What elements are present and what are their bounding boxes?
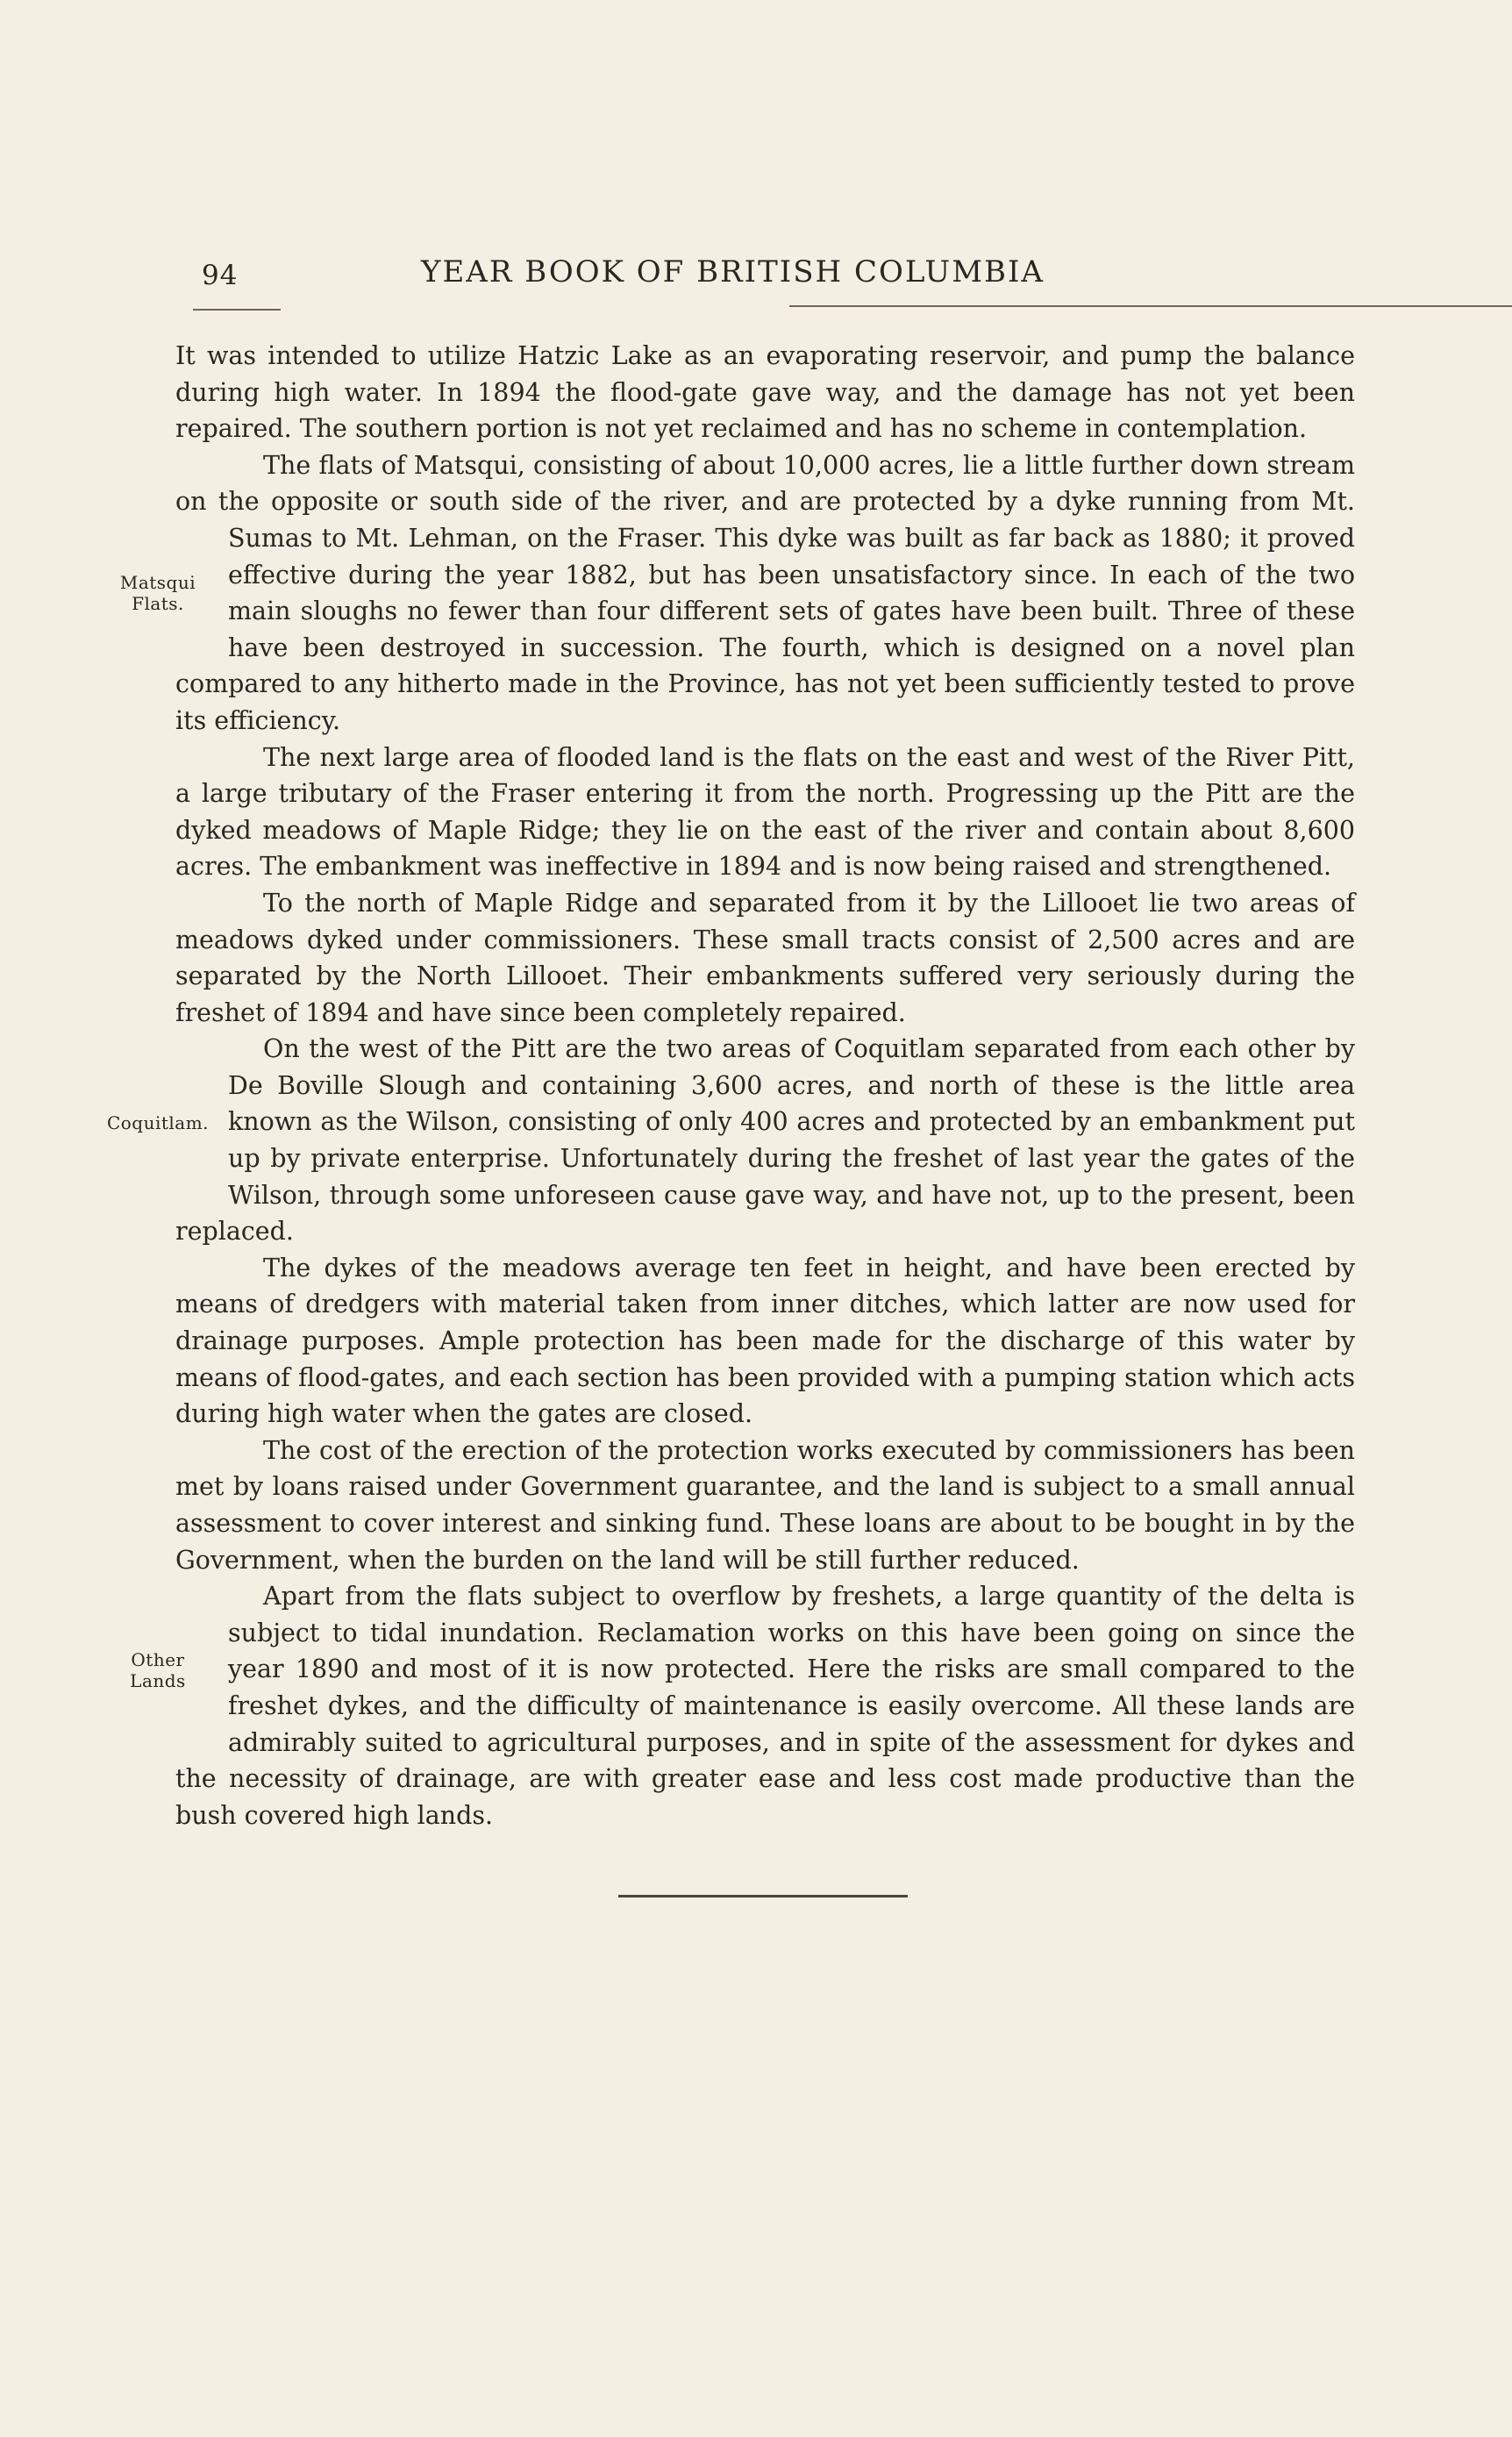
header-rule-left — [193, 309, 281, 311]
paragraph-coquitlam — [106, 1031, 1355, 1250]
margin-note-other-lands-line-2: Lands — [130, 1669, 186, 1691]
running-head: YEAR BOOK OF BRITISH COLUMBIA — [421, 254, 1045, 289]
end-of-section-rule — [618, 1895, 908, 1897]
paragraph-hatzic: It was intended to utilize Hatzic Lake as an evaporating reservoir, and pump the balance during high water. In 1894 the flood-gate gave way, and the damage has not yet been repaired. The southern portion is not yet reclaimed and has no scheme in contemplation. — [175, 341, 1355, 444]
margin-note-matsqui-line-1: Matsqui — [119, 571, 196, 593]
margin-note-coquitlam — [0, 1068, 228, 1178]
margin-note-matsqui — [0, 520, 228, 666]
page-number: 94 — [202, 260, 239, 291]
margin-note-other-lands — [0, 1615, 228, 1726]
paragraph-tidal-part-2: going on since the year 1890 and most of it is now protected. Here the risks are small compared to the freshet dykes, and the difficulty of maintenance is easily overcome. All these lands are admirably suited to agricultural purposes, and in spite of the assessment for dykes and the necessity of drainage, are with greater ease and less cost made productive than the bush covered high lands. — [175, 1618, 1355, 1830]
paragraph-tidal-part-1: Apart from the flats subject to overflow by freshets, a large quantity of the delta is subject to tidal inundation. Reclamation works on this have been — [228, 1582, 1355, 1647]
paragraph-pitt: The next large area of flooded land is the flats on the east and west of the River Pitt, a large tributary of the Fraser entering it from the north. Progressing up the Pitt are the dyked meadows of Maple Ridge; they lie on the east of the river and contain about 8,600 acres. The embankment was ineffective in 1894 and is now being raised and strengthened. — [175, 742, 1355, 882]
body-text — [106, 338, 1355, 1833]
paragraph-matsqui-part-2: built as far back as 1880; it proved effective during the year 1882, but has been unsatisfactory since. In each of the two main sloughs no fewer than four different sets of gates have been built. Three of these have been destroyed in succession. The fourth, which is designed on a novel plan compared to any hitherto made in the Province, has not yet been sufficiently tested to prove its efficiency. — [175, 523, 1355, 735]
margin-note-coquitlam-line-1: Coquitlam. — [106, 1111, 210, 1133]
margin-note-other-lands-line-1: Other — [131, 1648, 185, 1670]
paragraph-cost: The cost of the erection of the protection works executed by commissioners has been met by loans raised under Government guarantee, and the land is subject to a small annual assessment to cover interest and sinking fund. These loans are about to be bought in by the Government, when the burden on the land will be still further reduced. — [175, 1435, 1355, 1575]
paragraph-lillooet: To the north of Maple Ridge and separated from it by the Lillooet lie two areas of meadows dyked under commissioners. These small tracts consist of 2,500 acres and are separated by the North Lillooet. Their embankments suffered very seriously during the freshet of 1894 and have since been completely repaired. — [175, 888, 1355, 1027]
paragraph-matsqui — [119, 447, 1355, 740]
margin-note-matsqui-line-2: Flats. — [132, 592, 184, 614]
paragraph-matsqui-part-1: The flats of Matsqui, consisting of about 10,000 acres, lie a little further down stream on the opposite or south side of the river, and are protected by a dyke running from Mt. Sumas to Mt. Lehman, on the Fraser. This dyke was — [175, 450, 1355, 553]
paragraph-dykes: The dykes of the meadows average ten feet in height, and have been erected by means of dredgers with material taken from inner ditches, which latter are now used for drainage purposes. Ample protection has been made for the discharge of this water by means of flood-gates, and each section has been provided with a pumping station which acts during high water when the gates are closed. — [175, 1253, 1355, 1429]
page-header — [175, 254, 1359, 307]
paragraph-tidal — [130, 1578, 1355, 1833]
header-rule-right — [789, 305, 1512, 307]
paragraph-coquitlam-part-2: little area known as the Wilson, consisting of only 400 acres and protected by an embankment put up by private enterprise. Unfortunately during the freshet of last year the gates of the Wilson, through some unforeseen cause gave way, and have not, up to the present, been replaced. — [175, 1070, 1355, 1247]
paragraph-coquitlam-part-1: On the west of the Pitt are the two areas of Coquitlam separated from each other by De Boville Slough and containing 3,600 acres, and north of these is the — [228, 1034, 1355, 1100]
